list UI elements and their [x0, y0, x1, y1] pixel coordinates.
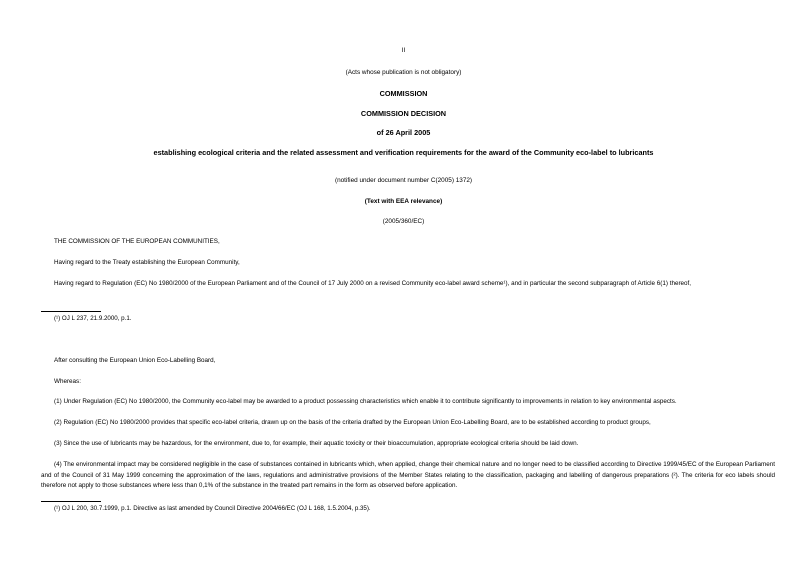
recital-3: (3) Since the use of lubricants may be hazardous, for the environment, due to, for example, their aquatic toxicity or their bioaccumulation, appropriate ecological criteria should be laid down. [54, 440, 579, 447]
footnote-2: (¹) OJ L 200, 30.7.1999, p.1. Directive as last amended by Council Directive 2004/66/EC (OJ L 168, 1.5.2004, p.35). [54, 505, 371, 512]
footnote-1: (¹) OJ L 237, 21.9.2000, p.1. [54, 315, 132, 322]
preamble-consultation: After consulting the European Union Eco-Labelling Board, [54, 357, 216, 364]
document-type-heading: COMMISSION DECISION [360, 109, 447, 118]
footnote-separator [41, 311, 101, 312]
preamble-commission: THE COMMISSION OF THE EUROPEAN COMMUNITIES, [54, 238, 220, 245]
roman-numeral: II [401, 47, 406, 54]
preamble-treaty: Having regard to the Treaty establishing the European Community, [54, 259, 240, 266]
preamble-regulation: Having regard to Regulation (EC) No 1980/2000 of the European Parliament and of the Council of 17 July 2000 on a revised Community eco-label award scheme¹), and in particular the second subparagraph of Article 6(1) thereof, [54, 280, 692, 287]
reference-number: (2005/360/EC) [382, 218, 425, 225]
recital-1: (1) Under Regulation (EC) No 1980/2000, the Community eco-label may be awarded to a product possessing characteristics which enable it to contribute significantly to improvements in relation to key environmental aspects. [54, 398, 677, 405]
institution-heading: COMMISSION [379, 89, 428, 98]
footnote-separator-2 [41, 501, 101, 502]
preamble-whereas: Whereas: [54, 378, 81, 385]
notification-line: (notified under document number C(2005) 1372) [334, 177, 473, 184]
decision-date: of 26 April 2005 [376, 128, 431, 137]
recital-2: (2) Regulation (EC) No 1980/2000 provides that specific eco-label criteria, drawn up on the basis of the criteria drafted by the European Union Eco-Labelling Board, are to be established according to product groups, [54, 419, 651, 426]
decision-title: establishing ecological criteria and the related assessment and verification requirements for the award of the Community eco-label to lubricants [153, 148, 654, 157]
eea-relevance: (Text with EEA relevance) [364, 198, 443, 205]
recital-4: (4) The environmental impact may be considered negligible in the case of substances contained in lubricants which, when applied, change their chemical nature and no longer need to be classified according to Directive 1999/45/EC of the European Parliament and of the Council of 31 May 1999 concerning the approximation of the laws, regulations and administrative provisions of the Member States relating to the classification, packaging and labelling of dangerous preparations (²). The criteria for eco labels should therefore not apply to those substances where less than 0,1% of the substance in the treated part remains in the form as observed before application. [41, 461, 775, 490]
publication-note: (Acts whose publication is not obligatory) [345, 69, 462, 76]
